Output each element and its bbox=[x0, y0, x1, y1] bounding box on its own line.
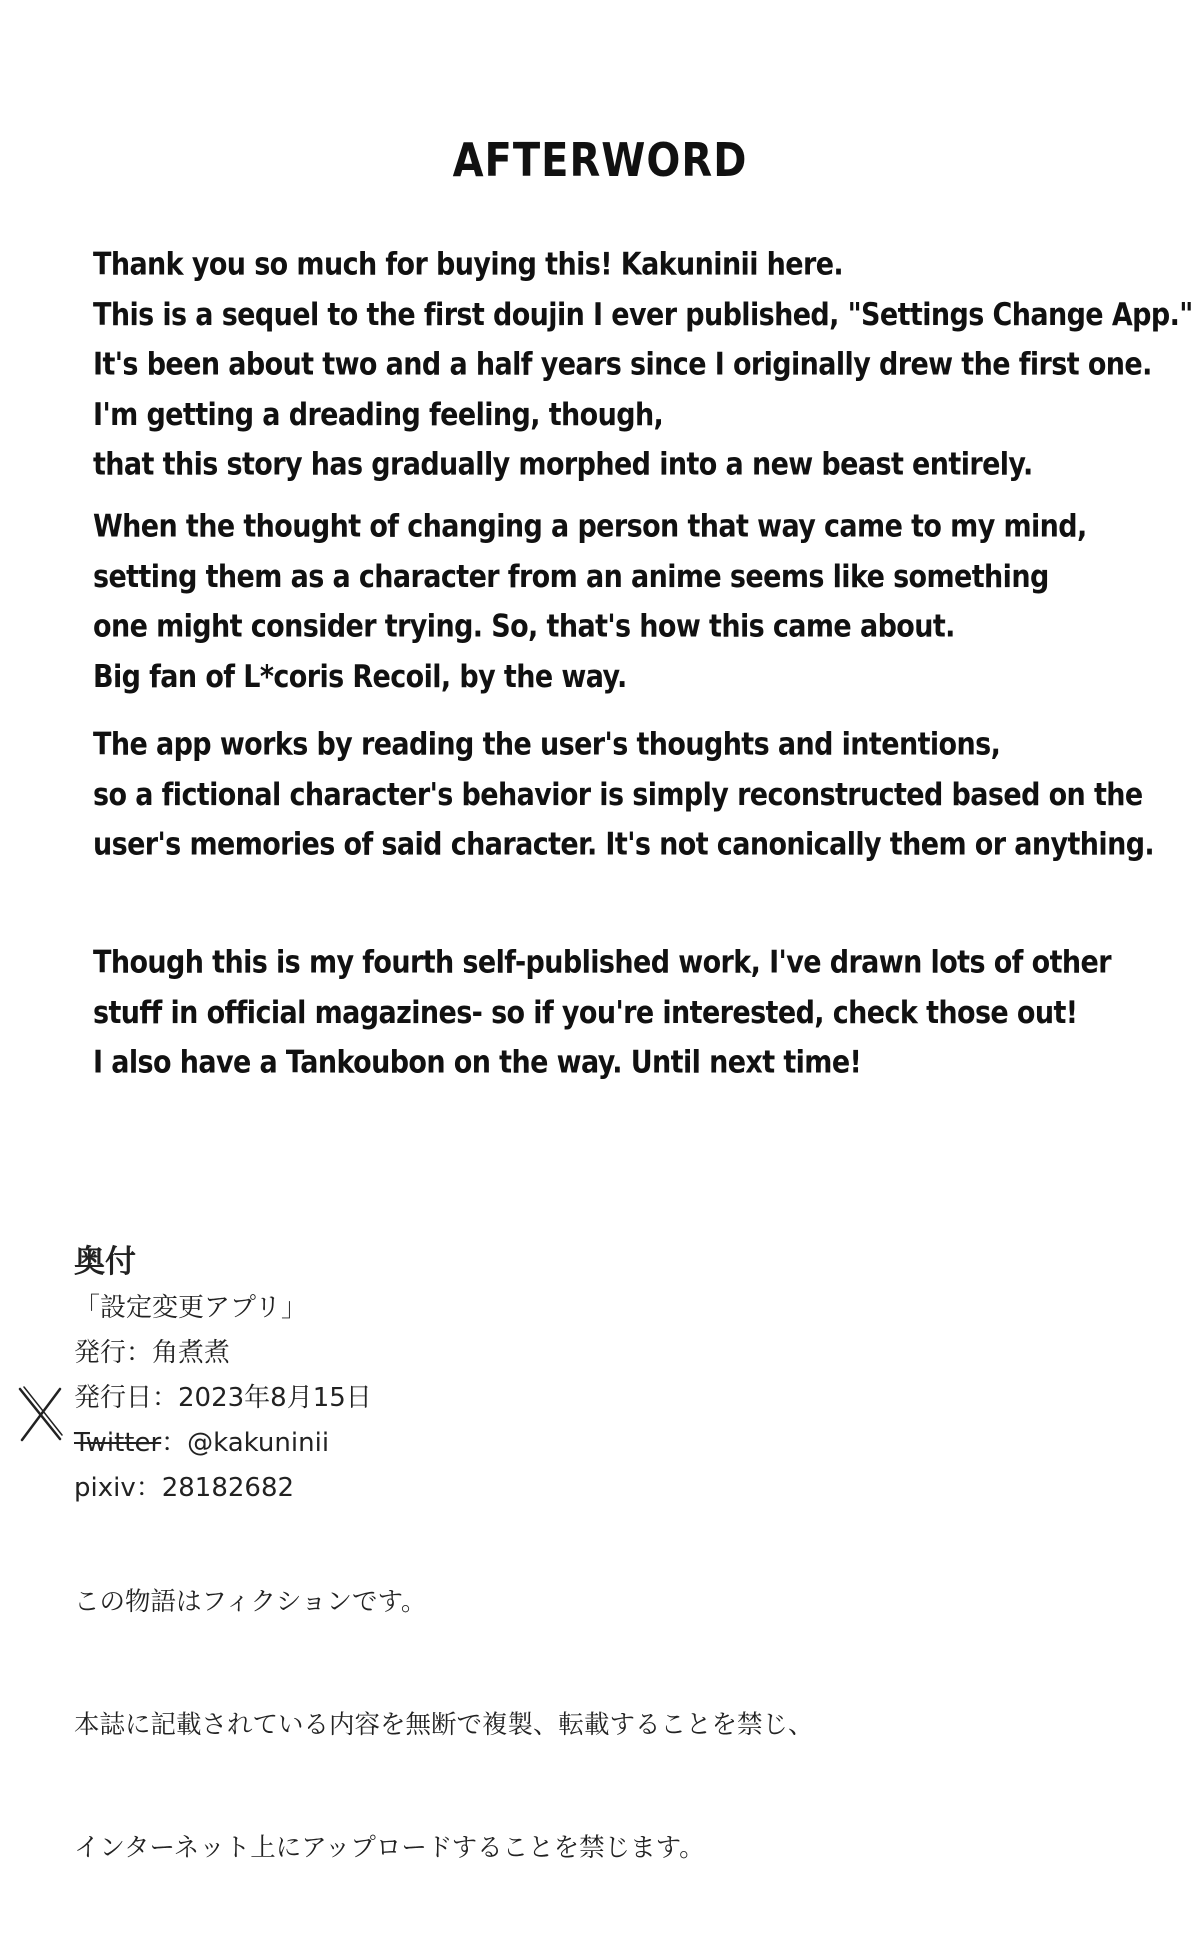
afterword-paragraph-3: The app works by reading the user's thoughts and intentions, so a fictional character's behavior is simply reconstructed based on the user's memories of said character. It's not canonically them or anything. bbox=[93, 726, 1155, 863]
page-title: AFTERWORD bbox=[452, 134, 748, 188]
afterword-paragraph-4: Though this is my fourth self-published work, I've drawn lots of other stuff in official magazines- so if you're interested, check those out! I also have a Tankoubon on the way. Until next time! bbox=[93, 944, 1111, 1081]
notice-line-1: この物語はフィクションです。 bbox=[74, 1587, 427, 1617]
colophon-date: 発行日：2023年8月15日 bbox=[74, 1383, 372, 1413]
colophon-social bbox=[74, 1421, 372, 1466]
twitter-label-struck: Twitter bbox=[74, 1428, 162, 1458]
copyright-notice bbox=[74, 1500, 814, 1951]
colophon bbox=[74, 1238, 372, 1511]
notice-line-2: 本誌に記載されている内容を無断で複製、転載することを禁じ、 bbox=[74, 1710, 814, 1740]
notice-line-3: インターネット上にアップロードすることを禁じます。 bbox=[74, 1833, 705, 1863]
colophon-heading: 奥付 bbox=[74, 1244, 136, 1280]
colophon-work-title: 「設定変更アプリ」 bbox=[74, 1293, 307, 1323]
afterword-paragraph-2: When the thought of changing a person that way came to my mind, setting them as a character from an anime seems like something one might consider trying. So, that's how this came about. Big fan of L*coris Recoil, by the way. bbox=[93, 508, 1087, 695]
x-logo-icon bbox=[16, 1385, 64, 1443]
afterword-paragraph-1: Thank you so much for buying this! Kakuninii here. This is a sequel to the first doujin I ever published, "Settings Change App." It's been about two and a half years since I originally drew the first one. I'm getting a dreading feeling, though, that this story has gradually morphed into a new beast entirely. bbox=[93, 246, 1193, 483]
colophon-publisher: 発行：角煮煮 bbox=[74, 1338, 231, 1368]
colophon-pixiv: pixiv：28182682 bbox=[74, 1473, 295, 1503]
twitter-handle: ：@kakuninii bbox=[161, 1428, 330, 1458]
